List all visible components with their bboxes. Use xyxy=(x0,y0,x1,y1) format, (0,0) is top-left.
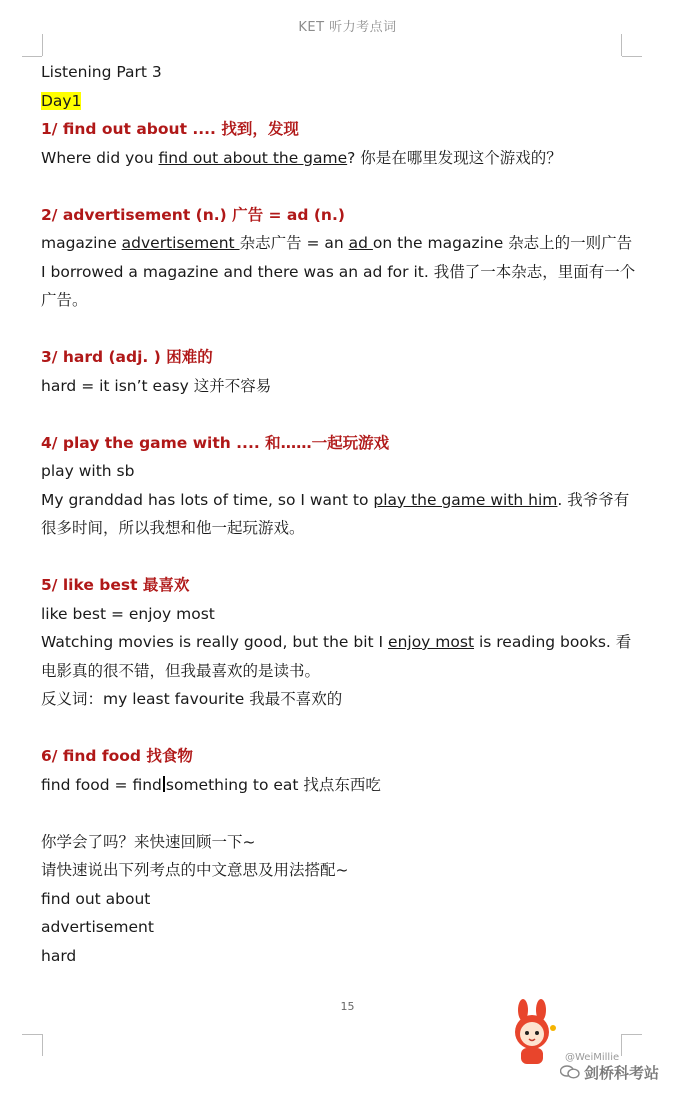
item-5-antonym: 反义词：my least favourite 我最不喜欢的 xyxy=(41,690,343,708)
page-header: KET 听力考点词 xyxy=(298,20,397,35)
text: Watching movies is really good, but the bit I xyxy=(41,633,389,651)
crop-mark-top-right-h xyxy=(622,56,642,57)
mascot-illustration xyxy=(503,998,565,1066)
underlined-phrase: play the game with him xyxy=(373,490,558,509)
review-word: find out about xyxy=(41,889,151,908)
item-1-example xyxy=(41,144,641,173)
underlined-phrase: advertisement xyxy=(121,234,240,252)
item-4-example-1: play with sb xyxy=(41,462,135,480)
watermark-name: 剑桥科考站 xyxy=(584,1064,660,1082)
text: 杂志广告 = an xyxy=(239,234,349,252)
text: something to eat 找点东西吃 xyxy=(165,775,381,794)
item-1-heading: 1/ find out about .... 找到，发现 xyxy=(41,120,299,138)
review-word: hard xyxy=(41,946,77,965)
section-title: Listening Part 3 xyxy=(41,63,162,81)
crop-mark-top-right-v xyxy=(621,34,622,56)
item-4-heading: 4/ play the game with .... 和……一起玩游戏 xyxy=(41,433,390,452)
crop-mark-bottom-left-h xyxy=(22,1034,42,1035)
day-label: Day1 xyxy=(41,91,82,110)
crop-mark-top-left-v xyxy=(42,34,43,56)
review-question-1: 你学会了吗？来快速回顾一下~ xyxy=(41,832,256,851)
watermark-handle: @WeiMillie xyxy=(565,1052,620,1063)
review-word: advertisement xyxy=(41,918,154,936)
watermark xyxy=(560,1062,659,1083)
underlined-phrase: ad xyxy=(348,234,373,252)
text: on the magazine 杂志上的一则广告 xyxy=(372,234,633,252)
underlined-phrase: enjoy most xyxy=(388,633,475,651)
item-3-example: hard = it isn’t easy 这并不容易 xyxy=(41,376,272,395)
page-number: 15 xyxy=(340,1000,355,1013)
text: . 我爷爷有很多时间，所以我想和他一起玩游戏。 xyxy=(41,490,630,537)
crop-mark-bottom-right-v xyxy=(621,1034,622,1056)
document-body xyxy=(41,58,641,970)
item-2-example-1 xyxy=(41,229,641,258)
item-5-example-1: like best = enjoy most xyxy=(41,604,215,623)
crop-mark-bottom-right-h xyxy=(622,1034,642,1035)
wechat-icon xyxy=(560,1065,580,1079)
crop-mark-bottom-left-v xyxy=(42,1034,43,1056)
item-4-example-2 xyxy=(41,486,641,543)
crop-mark-top-left-h xyxy=(22,56,42,57)
item-2-heading: 2/ advertisement (n.) 广告 = ad (n.) xyxy=(41,205,345,224)
text: Where did you xyxy=(41,148,159,167)
text: ? 你是在哪里发现这个游戏的？ xyxy=(347,148,562,167)
item-2-example-2: I borrowed a magazine and there was an ad for it. 我借了一本杂志，里面有一个广告。 xyxy=(41,262,636,309)
text: find food = find xyxy=(41,775,162,794)
item-6-heading: 6/ find food 找食物 xyxy=(41,747,193,765)
day-label-line xyxy=(41,87,641,116)
item-3-heading: 3/ hard (adj. ) 困难的 xyxy=(41,348,213,366)
review-question-2: 请快速说出下列考点的中文意思及用法搭配~ xyxy=(41,861,349,879)
item-5-example-2 xyxy=(41,628,641,685)
underlined-phrase: find out about the game xyxy=(158,148,348,167)
text: is reading books. 看电影真的很不错，但我最喜欢的是读书。 xyxy=(41,633,632,680)
text: magazine xyxy=(41,234,122,252)
item-6-example xyxy=(41,771,641,800)
item-5-heading: 5/ like best 最喜欢 xyxy=(41,576,190,594)
text-cursor xyxy=(163,776,165,792)
text: My granddad has lots of time, so I want to xyxy=(41,490,374,509)
